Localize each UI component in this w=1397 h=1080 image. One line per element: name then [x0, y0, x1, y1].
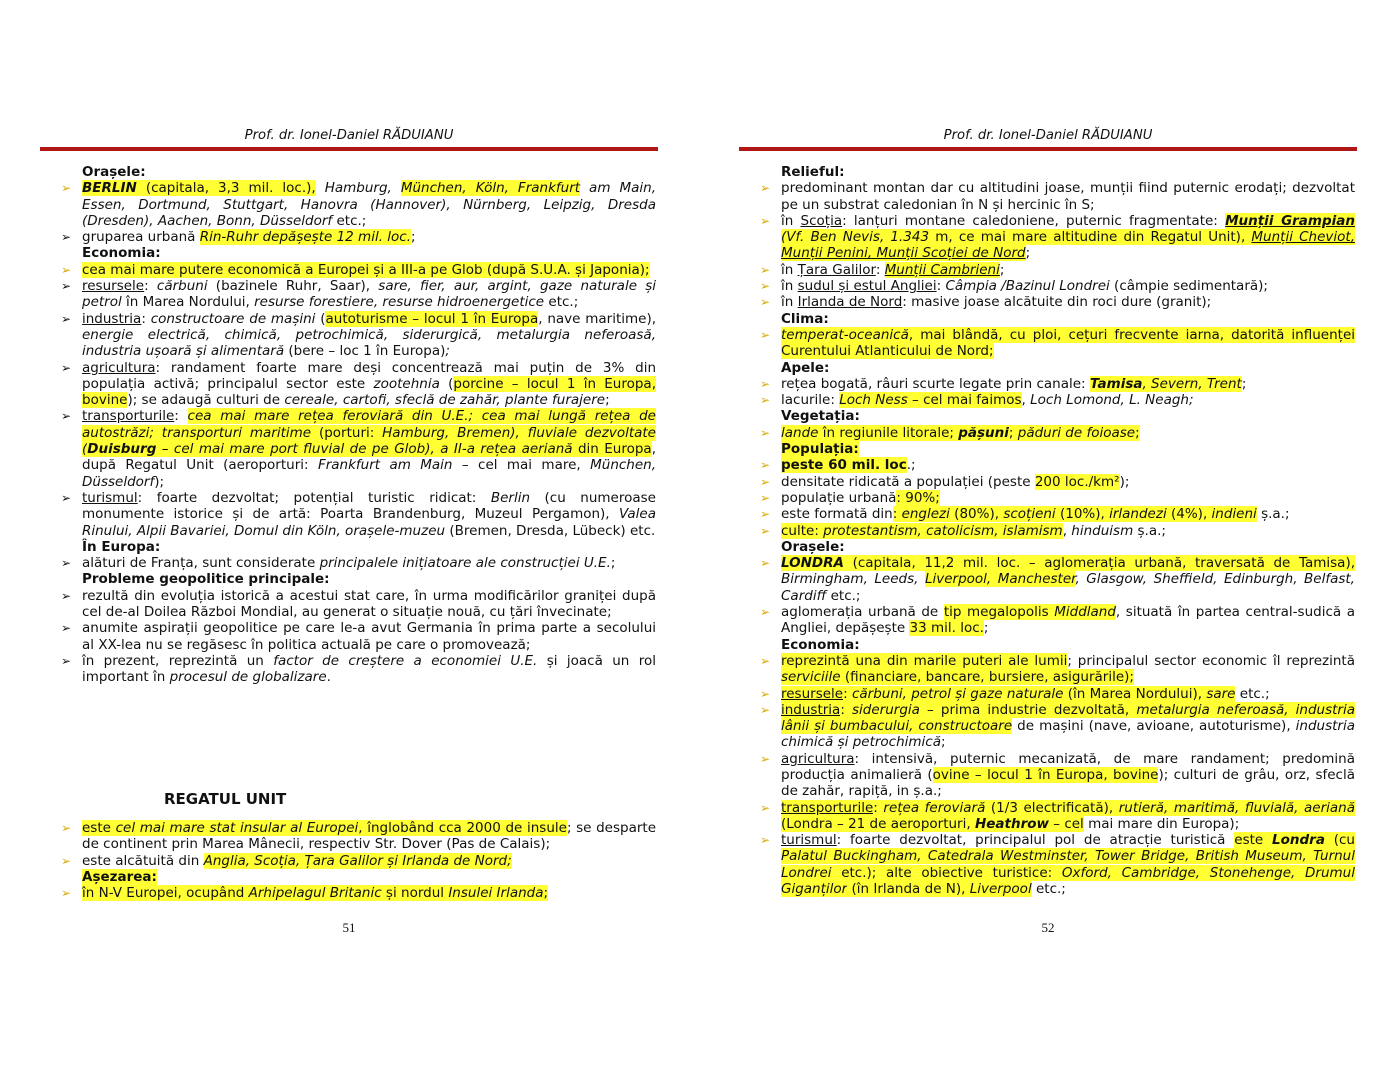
arrow-bullet-icon: ➢	[760, 523, 771, 538]
arrow-bullet-icon: ➢	[760, 507, 771, 522]
arrow-bullet-icon: ➢	[61, 653, 72, 668]
arrow-bullet-icon: ➢	[760, 425, 771, 440]
arrow-bullet-icon: ➢	[61, 409, 72, 424]
arrow-bullet-icon: ➢	[61, 853, 72, 868]
heading-populatia: Populația:	[781, 441, 859, 458]
page-number: 51	[342, 920, 356, 935]
arrow-bullet-icon: ➢	[61, 311, 72, 326]
arrow-bullet-icon: ➢	[760, 833, 771, 848]
heading-asezarea: Așezarea:	[82, 868, 157, 885]
heading-orasele: Orașele:	[82, 164, 146, 180]
arrow-bullet-icon: ➢	[760, 458, 771, 473]
heading-in-europa: În Europa:	[82, 538, 161, 555]
header-rule	[40, 147, 658, 151]
heading-orasele: Orașele:	[781, 538, 845, 555]
arrow-bullet-icon: ➢	[760, 605, 771, 620]
list-item: ➢ în N-V Europei, ocupând Arhipelagul Britanic și nordul Insulei Irlanda;	[61, 885, 549, 902]
list-item: ➢ culte: protestantism, catolicism, islamism, hinduism ș.a.;	[760, 522, 1166, 539]
arrow-bullet-icon: ➢	[61, 279, 72, 294]
arrow-bullet-icon: ➢	[61, 490, 72, 505]
arrow-bullet-icon: ➢	[760, 295, 771, 310]
list-item: ➢ este alcătuită din Anglia, Scoția, Țara Galilor și Irlanda de Nord;	[61, 852, 512, 869]
list-item: ➢ în Scoția: lanțuri montane caledoniene, puternic fragmentate: Munții Grampian (Vf. Ben Nevis, 1.343 m, ce mai mare altitudine din Regatul Unit), Munții Cheviot, Munții Penini, Munții Scoției de Nord;	[760, 212, 1355, 262]
list-item: ➢ LONDRA (capitala, 11,2 mil. loc. – aglomerația urbană, traversată de Tamisa), Birmingham, Leeds, Liverpool, Manchester, Glasgow, Sheffield, Edinburgh, Belfast, Cardiff etc.;	[760, 555, 1355, 604]
arrow-bullet-icon: ➢	[61, 360, 72, 375]
list-item: ➢ densitate ridicată a populației (peste 200 loc./km²);	[760, 473, 1130, 490]
heading-probleme: Probleme geopolitice principale:	[82, 571, 330, 588]
list-item: ➢ în sudul și estul Angliei: Câmpia /Bazinul Londrei (câmpie sedimentară);	[760, 278, 1268, 295]
list-item: ➢ alături de Franța, sunt considerate principalele inițiatoare ale construcției U.E.;	[61, 555, 616, 572]
list-item: ➢ rețea bogată, râuri scurte legate prin canale: Tamisa, Severn, Trent;	[760, 375, 1247, 392]
list-item: ➢ lande în regiunile litorale; pășuni; păduri de foioase;	[760, 424, 1140, 441]
list-item: ➢ industria: siderurgia – prima industrie dezvoltată, metalurgia neferoasă, industria lânii și bumbacului, constructoare de mașini (nave, avioane, autoturisme), industria chimică și petrochimică;	[760, 701, 1355, 751]
list-item: ➢ BERLIN (capitala, 3,3 mil. loc.), Hamburg, München, Köln, Frankfurt am Main, Essen, Dortmund, Stuttgart, Hanovra (Hannover), Nürnberg, Leipzig, Dresda (Dresden), Aachen, Bonn, Düsseldorf etc.;	[61, 180, 656, 229]
arrow-bullet-icon: ➢	[760, 262, 771, 277]
list-item: ➢ în Țara Galilor: Munții Cambrieni;	[760, 261, 1005, 278]
heading-clima: Clima:	[781, 310, 829, 327]
arrow-bullet-icon: ➢	[61, 230, 72, 245]
list-item: ➢ rezultă din evoluția istorică a acestui stat care, în urma modificărilor graniței după cel de-al Doilea Război Mondial, au generat o situație nouă, cu țări învecinate;	[61, 587, 656, 621]
page-52	[739, 0, 1357, 1080]
list-item: ➢ agricultura: randament foarte mare deși concentrează mai puțin de 3% din populația activă; principalul sector este zootehnia (porcine – locul 1 în Europa, bovine); se adaugă culturi de cereale, cartofi, sfeclă de zahăr, plante furajere;	[61, 359, 656, 409]
arrow-bullet-icon: ➢	[760, 213, 771, 228]
page-body-bottom	[61, 820, 657, 902]
list-item: ➢ anumite aspirații geopolitice pe care le-a avut Germania în prima parte a secolului al XX-lea nu se regăsesc în politica actuală pe care o promovează;	[61, 620, 656, 653]
arrow-bullet-icon: ➢	[760, 686, 771, 701]
arrow-bullet-icon: ➢	[61, 621, 72, 636]
list-item: ➢ reprezintă una din marile puteri ale lumii; principalul sector economic îl reprezintă serviciile (financiare, bancare, bursiere, asigurările);	[760, 652, 1356, 686]
arrow-bullet-icon: ➢	[760, 702, 771, 717]
list-item: ➢ temperat-oceanică, mai blândă, cu ploi, cețuri frecvente iarna, datorită influenței Curentului Atlanticului de Nord;	[760, 326, 1355, 360]
list-item: ➢ transporturile: rețea feroviară (1/3 electrificată), rutieră, maritimă, fluvială, aeriană (Londra – 21 de aeroporturi, Heathrow – cel mai mare din Europa);	[760, 799, 1355, 832]
arrow-bullet-icon: ➢	[61, 821, 72, 835]
list-item: ➢ gruparea urbană Rin-Ruhr depășește 12 mil. loc.;	[61, 229, 416, 246]
arrow-bullet-icon: ➢	[760, 181, 771, 196]
arrow-bullet-icon: ➢	[760, 800, 771, 815]
list-item: ➢ agricultura: intensivă, puternic mecanizată, de mare randament; predomină producția animalieră (ovine – locul 1 în Europa, bovine); culturi de grâu, orz, sfeclă de zahăr, rapiță, in ș.a.;	[760, 750, 1355, 800]
list-item: ➢ cea mai mare putere economică a Europei și a III-a pe Glob (după S.U.A. și Japonia);	[61, 261, 650, 278]
arrow-bullet-icon: ➢	[760, 279, 771, 294]
arrow-bullet-icon: ➢	[61, 181, 72, 196]
list-item: ➢ industria: constructoare de mașini (autoturisme – locul 1 în Europa, nave maritime), energie electrică, chimică, petrochimică, siderurgică, metalurgia neferoasă, industria ușoară și alimentară (bere – loc 1 în Europa);	[61, 310, 657, 360]
heading-vegetatia: Vegetația:	[781, 408, 860, 425]
heading-economia: Economia:	[781, 636, 860, 653]
list-item: ➢ populație urbană: 90%;	[760, 489, 940, 506]
heading-economia: Economia:	[82, 245, 161, 262]
arrow-bullet-icon: ➢	[61, 588, 72, 603]
list-item: ➢ peste 60 mil. loc.;	[760, 457, 916, 474]
list-item: ➢ resursele: cărbuni (bazinele Ruhr, Saar), sare, fier, aur, argint, gaze naturale și petrol în Marea Nordului, resurse forestiere, resurse hidroenergetice etc.;	[61, 278, 657, 311]
page-51	[40, 0, 658, 1080]
list-item: ➢ lacurile: Loch Ness – cel mai faimos, Loch Lomond, L. Neagh;	[760, 392, 1194, 409]
list-item: ➢ predominant montan dar cu altitudini joase, munții fiind puternic erodați; dezvoltat pe un substrat caledonian în N și hercinic în S;	[760, 180, 1355, 213]
arrow-bullet-icon: ➢	[760, 376, 771, 391]
arrow-bullet-icon: ➢	[760, 556, 771, 571]
arrow-bullet-icon: ➢	[760, 490, 771, 505]
page-header: Prof. dr. Ionel-Daniel RĂDUIANU	[943, 128, 1153, 143]
list-item: ➢ este cel mai mare stat insular al Europei, înglobând cca 2000 de insule; se desparte de continent prin Marea Mânecii, respectiv Str. Dover (Pas de Calais);	[61, 820, 657, 853]
list-item: ➢ turismul: foarte dezvoltat; potențial turistic ridicat: Berlin (cu numeroase monumente istorice și de artă: Poarta Brandenburg, Muzeul Pergamon), Valea Rinului, Alpii Bavariei, Domul din Köln, orașele-muzeu (Bremen, Dresda, Lübeck) etc.	[61, 489, 656, 539]
page-body	[61, 164, 657, 686]
arrow-bullet-icon: ➢	[760, 327, 771, 342]
page-number: 52	[1041, 920, 1055, 935]
page-body	[760, 164, 1356, 898]
list-item: ➢ în prezent, reprezintă un factor de creștere a economiei U.E. și joacă un rol important în procesul de globalizare.	[61, 652, 656, 686]
list-item: ➢ este formată din: englezi (80%), scoțieni (10%), irlandezi (4%), indieni ș.a.;	[760, 506, 1290, 523]
list-item: ➢ resursele: cărbuni, petrol și gaze naturale (în Marea Nordului), sare etc.;	[760, 685, 1270, 702]
arrow-bullet-icon: ➢	[61, 556, 72, 571]
list-item: ➢ turismul: foarte dezvoltat, principalul pol de atracție turistică este Londra (cu Palatul Buckingham, Catedrala Westminster, Tower Bridge, British Museum, Turnul Londrei etc.); alte obiective turistice: Oxford, Cambridge, Stonehenge, Drumul Giganților (în Irlanda de N), Liverpool etc.;	[760, 832, 1355, 898]
arrow-bullet-icon: ➢	[760, 393, 771, 408]
list-item: ➢ în Irlanda de Nord: masive joase alcătuite din roci dure (granit);	[760, 294, 1212, 311]
list-item: ➢ aglomerația urbană de tip megalopolis Middland, situată în partea central-sudică a Angliei, depășește 33 mil. loc.;	[760, 604, 1355, 637]
header-rule	[739, 147, 1357, 151]
arrow-bullet-icon: ➢	[760, 474, 771, 489]
heading-apele: Apele:	[781, 359, 830, 376]
arrow-bullet-icon: ➢	[760, 751, 771, 766]
list-item: ➢ transporturile: cea mai mare rețea feroviară din U.E.; cea mai lungă rețea de autostrăzi; transporturi maritime (porturi: Hamburg, Bremen), fluviale dezvoltate (Duisburg – cel mai mare port fluvial de pe Glob), a II-a rețea aeriană din Europa, după Regatul Unit (aeroporturi: Frankfurt am Main – cel mai mare, München, Düsseldorf);	[61, 408, 657, 490]
arrow-bullet-icon: ➢	[61, 886, 72, 901]
arrow-bullet-icon: ➢	[760, 653, 771, 668]
section-title: REGATUL UNIT	[164, 790, 287, 808]
page-header: Prof. dr. Ionel-Daniel RĂDUIANU	[244, 128, 454, 143]
arrow-bullet-icon: ➢	[61, 262, 72, 277]
heading-relieful: Relieful:	[781, 164, 845, 180]
